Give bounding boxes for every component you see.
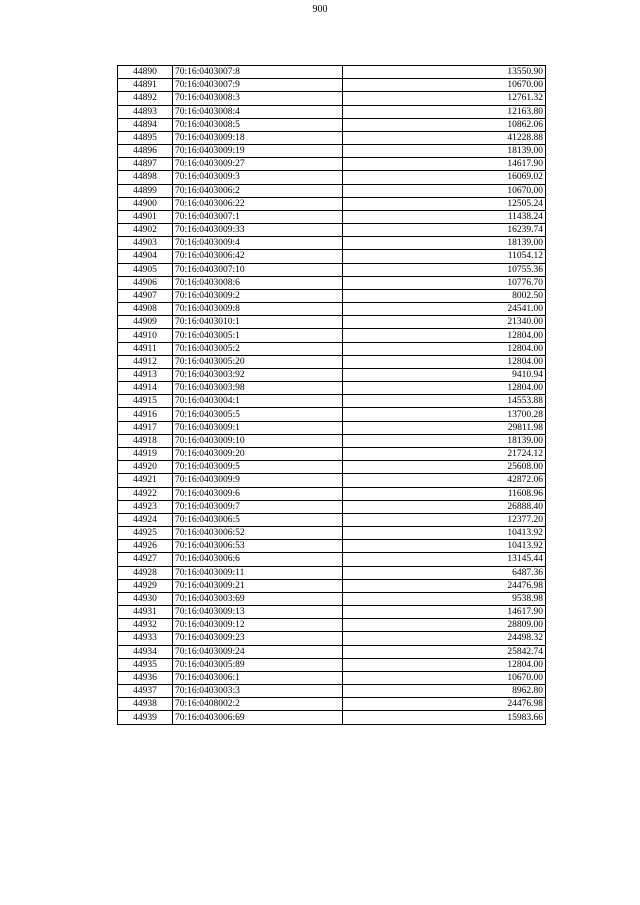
value-cell: 12804.00 (343, 355, 546, 368)
cadastral-number-cell: 70:16:0403009:24 (173, 645, 343, 658)
value-cell: 18139.00 (343, 434, 546, 447)
table-row (118, 158, 546, 171)
cadastral-number-cell: 70:16:0403009:19 (173, 145, 343, 158)
value-cell: 12761.32 (343, 92, 546, 105)
value-cell: 10862.06 (343, 118, 546, 131)
value-cell: 21724.12 (343, 447, 546, 460)
value-cell: 14553.88 (343, 395, 546, 408)
table-row (118, 434, 546, 447)
cadastral-number-cell: 70:16:0403009:18 (173, 131, 343, 144)
row-number-cell: 44925 (118, 527, 173, 540)
value-cell: 6487.36 (343, 566, 546, 579)
value-cell: 16239.74 (343, 224, 546, 237)
row-number-cell: 44939 (118, 711, 173, 724)
row-number-cell: 44922 (118, 487, 173, 500)
table-row (118, 513, 546, 526)
value-cell: 10776.70 (343, 276, 546, 289)
table-row (118, 276, 546, 289)
cadastral-number-cell: 70:16:0403009:13 (173, 606, 343, 619)
cadastral-number-cell: 70:16:0403009:9 (173, 474, 343, 487)
cadastral-number-cell: 70:16:0403009:6 (173, 487, 343, 500)
row-number-cell: 44906 (118, 276, 173, 289)
row-number-cell: 44907 (118, 289, 173, 302)
cadastral-number-cell: 70:16:0403004:1 (173, 395, 343, 408)
row-number-cell: 44890 (118, 66, 173, 79)
cadastral-number-cell: 70:16:0403006:52 (173, 527, 343, 540)
value-cell: 10413.92 (343, 540, 546, 553)
cadastral-number-cell: 70:16:0403008:6 (173, 276, 343, 289)
table-row (118, 408, 546, 421)
cadastral-number-cell: 70:16:0403006:42 (173, 250, 343, 263)
row-number-cell: 44903 (118, 237, 173, 250)
table-row (118, 171, 546, 184)
row-number-cell: 44923 (118, 500, 173, 513)
row-number-cell: 44899 (118, 184, 173, 197)
row-number-cell: 44931 (118, 606, 173, 619)
row-number-cell: 44896 (118, 145, 173, 158)
value-cell: 10670.00 (343, 184, 546, 197)
value-cell: 10670.00 (343, 79, 546, 92)
row-number-cell: 44900 (118, 197, 173, 210)
cadastral-number-cell: 70:16:0403005:2 (173, 342, 343, 355)
cadastral-number-cell: 70:16:0403006:5 (173, 513, 343, 526)
value-cell: 12377.20 (343, 513, 546, 526)
cadastral-number-cell: 70:16:0403003:92 (173, 368, 343, 381)
value-cell: 13550.90 (343, 66, 546, 79)
cadastral-number-cell: 70:16:0403009:10 (173, 434, 343, 447)
row-number-cell: 44904 (118, 250, 173, 263)
row-number-cell: 44893 (118, 105, 173, 118)
row-number-cell: 44898 (118, 171, 173, 184)
table-row (118, 500, 546, 513)
value-cell: 10755.36 (343, 263, 546, 276)
table-row (118, 145, 546, 158)
row-number-cell: 44908 (118, 303, 173, 316)
cadastral-number-cell: 70:16:0403010:1 (173, 316, 343, 329)
cadastral-number-cell: 70:16:0403007:8 (173, 66, 343, 79)
table-row (118, 671, 546, 684)
cadastral-number-cell: 70:16:0403006:1 (173, 671, 343, 684)
row-number-cell: 44913 (118, 368, 173, 381)
cadastral-number-cell: 70:16:0403007:10 (173, 263, 343, 276)
value-cell: 11608.96 (343, 487, 546, 500)
table-row (118, 461, 546, 474)
value-cell: 24498.32 (343, 632, 546, 645)
cadastral-number-cell: 70:16:0403009:7 (173, 500, 343, 513)
value-cell: 25608.00 (343, 461, 546, 474)
table-row (118, 224, 546, 237)
row-number-cell: 44926 (118, 540, 173, 553)
cadastral-number-cell: 70:16:0403005:5 (173, 408, 343, 421)
value-cell: 10413.92 (343, 527, 546, 540)
table-row (118, 527, 546, 540)
cadastral-number-cell: 70:16:0403009:21 (173, 579, 343, 592)
row-number-cell: 44897 (118, 158, 173, 171)
table-row (118, 131, 546, 144)
cadastral-number-cell: 70:16:0403009:8 (173, 303, 343, 316)
row-number-cell: 44912 (118, 355, 173, 368)
table-row (118, 263, 546, 276)
table-row (118, 711, 546, 724)
value-cell: 12505.24 (343, 197, 546, 210)
table-row (118, 92, 546, 105)
table-row (118, 250, 546, 263)
row-number-cell: 44901 (118, 210, 173, 223)
value-cell: 18139.00 (343, 145, 546, 158)
value-cell: 10670.00 (343, 671, 546, 684)
cadastral-number-cell: 70:16:0403006:69 (173, 711, 343, 724)
table-row (118, 592, 546, 605)
table-row (118, 210, 546, 223)
table-row (118, 382, 546, 395)
cadastral-number-cell: 70:16:0403009:1 (173, 421, 343, 434)
table-row (118, 184, 546, 197)
value-cell: 12804.00 (343, 658, 546, 671)
value-cell: 24541.00 (343, 303, 546, 316)
cadastral-number-cell: 70:16:0403009:23 (173, 632, 343, 645)
value-cell: 21340.00 (343, 316, 546, 329)
value-cell: 14617.90 (343, 158, 546, 171)
table-row (118, 342, 546, 355)
value-cell: 14617.90 (343, 606, 546, 619)
row-number-cell: 44910 (118, 329, 173, 342)
row-number-cell: 44928 (118, 566, 173, 579)
table-row (118, 421, 546, 434)
row-number-cell: 44936 (118, 671, 173, 684)
value-cell: 29811.98 (343, 421, 546, 434)
row-number-cell: 44920 (118, 461, 173, 474)
table-row (118, 447, 546, 460)
cadastral-number-cell: 70:16:0403009:2 (173, 289, 343, 302)
table-row (118, 355, 546, 368)
table-row (118, 329, 546, 342)
cadastral-number-cell: 70:16:0403008:4 (173, 105, 343, 118)
table-row (118, 606, 546, 619)
table-row (118, 237, 546, 250)
value-cell: 42872.06 (343, 474, 546, 487)
row-number-cell: 44909 (118, 316, 173, 329)
row-number-cell: 44914 (118, 382, 173, 395)
row-number-cell: 44927 (118, 553, 173, 566)
row-number-cell: 44911 (118, 342, 173, 355)
table-row (118, 118, 546, 131)
row-number-cell: 44933 (118, 632, 173, 645)
value-cell: 8002.50 (343, 289, 546, 302)
row-number-cell: 44937 (118, 685, 173, 698)
value-cell: 16069.02 (343, 171, 546, 184)
cadastral-number-cell: 70:16:0403009:3 (173, 171, 343, 184)
row-number-cell: 44921 (118, 474, 173, 487)
row-number-cell: 44892 (118, 92, 173, 105)
cadastral-number-cell: 70:16:0403006:2 (173, 184, 343, 197)
value-cell: 9410.94 (343, 368, 546, 381)
cadastral-number-cell: 70:16:0403009:4 (173, 237, 343, 250)
cadastral-number-cell: 70:16:0403006:22 (173, 197, 343, 210)
value-cell: 18139.00 (343, 237, 546, 250)
cadastral-number-cell: 70:16:0403005:20 (173, 355, 343, 368)
cadastral-number-cell: 70:16:0403009:20 (173, 447, 343, 460)
register-table-body (118, 66, 546, 725)
value-cell: 13145.44 (343, 553, 546, 566)
cadastral-number-cell: 70:16:0403006:53 (173, 540, 343, 553)
cadastral-number-cell: 70:16:0403009:5 (173, 461, 343, 474)
page-number: 900 (312, 4, 328, 15)
row-number-cell: 44938 (118, 698, 173, 711)
table-row (118, 474, 546, 487)
table-row (118, 368, 546, 381)
table-row (118, 698, 546, 711)
table-row (118, 197, 546, 210)
table-row (118, 658, 546, 671)
table-row (118, 685, 546, 698)
value-cell: 12804.00 (343, 382, 546, 395)
table-row (118, 303, 546, 316)
cadastral-number-cell: 70:16:0403003:69 (173, 592, 343, 605)
value-cell: 41228.88 (343, 131, 546, 144)
table-row (118, 579, 546, 592)
row-number-cell: 44929 (118, 579, 173, 592)
row-number-cell: 44915 (118, 395, 173, 408)
row-number-cell: 44932 (118, 619, 173, 632)
value-cell: 15983.66 (343, 711, 546, 724)
value-cell: 13700.28 (343, 408, 546, 421)
row-number-cell: 44891 (118, 79, 173, 92)
row-number-cell: 44924 (118, 513, 173, 526)
table-row (118, 632, 546, 645)
row-number-cell: 44895 (118, 131, 173, 144)
row-number-cell: 44934 (118, 645, 173, 658)
cadastral-number-cell: 70:16:0408002:2 (173, 698, 343, 711)
row-number-cell: 44905 (118, 263, 173, 276)
cadastral-number-cell: 70:16:0403005:89 (173, 658, 343, 671)
row-number-cell: 44902 (118, 224, 173, 237)
table-row (118, 316, 546, 329)
table-row (118, 540, 546, 553)
cadastral-number-cell: 70:16:0403009:11 (173, 566, 343, 579)
table-row (118, 487, 546, 500)
cadastral-number-cell: 70:16:0403009:27 (173, 158, 343, 171)
value-cell: 25842.74 (343, 645, 546, 658)
cadastral-number-cell: 70:16:0403009:33 (173, 224, 343, 237)
value-cell: 8962.80 (343, 685, 546, 698)
table-row (118, 553, 546, 566)
value-cell: 11054.12 (343, 250, 546, 263)
cadastral-number-cell: 70:16:0403005:1 (173, 329, 343, 342)
value-cell: 28809.00 (343, 619, 546, 632)
table-row (118, 79, 546, 92)
value-cell: 24476.98 (343, 579, 546, 592)
table-row (118, 619, 546, 632)
cadastral-number-cell: 70:16:0403007:9 (173, 79, 343, 92)
table-row (118, 566, 546, 579)
value-cell: 12804.00 (343, 329, 546, 342)
value-cell: 9538.98 (343, 592, 546, 605)
value-cell: 12804.00 (343, 342, 546, 355)
value-cell: 26888.40 (343, 500, 546, 513)
cadastral-number-cell: 70:16:0403003:98 (173, 382, 343, 395)
row-number-cell: 44930 (118, 592, 173, 605)
row-number-cell: 44894 (118, 118, 173, 131)
row-number-cell: 44918 (118, 434, 173, 447)
table-row (118, 645, 546, 658)
cadastral-number-cell: 70:16:0403003:3 (173, 685, 343, 698)
table-row (118, 105, 546, 118)
table-row (118, 395, 546, 408)
row-number-cell: 44917 (118, 421, 173, 434)
value-cell: 24476.98 (343, 698, 546, 711)
cadastral-number-cell: 70:16:0403006:6 (173, 553, 343, 566)
register-table (117, 65, 546, 725)
row-number-cell: 44935 (118, 658, 173, 671)
cadastral-number-cell: 70:16:0403009:12 (173, 619, 343, 632)
row-number-cell: 44916 (118, 408, 173, 421)
value-cell: 11438.24 (343, 210, 546, 223)
table-row (118, 66, 546, 79)
row-number-cell: 44919 (118, 447, 173, 460)
value-cell: 12163.80 (343, 105, 546, 118)
table-row (118, 289, 546, 302)
cadastral-number-cell: 70:16:0403007:1 (173, 210, 343, 223)
cadastral-number-cell: 70:16:0403008:3 (173, 92, 343, 105)
cadastral-number-cell: 70:16:0403008:5 (173, 118, 343, 131)
